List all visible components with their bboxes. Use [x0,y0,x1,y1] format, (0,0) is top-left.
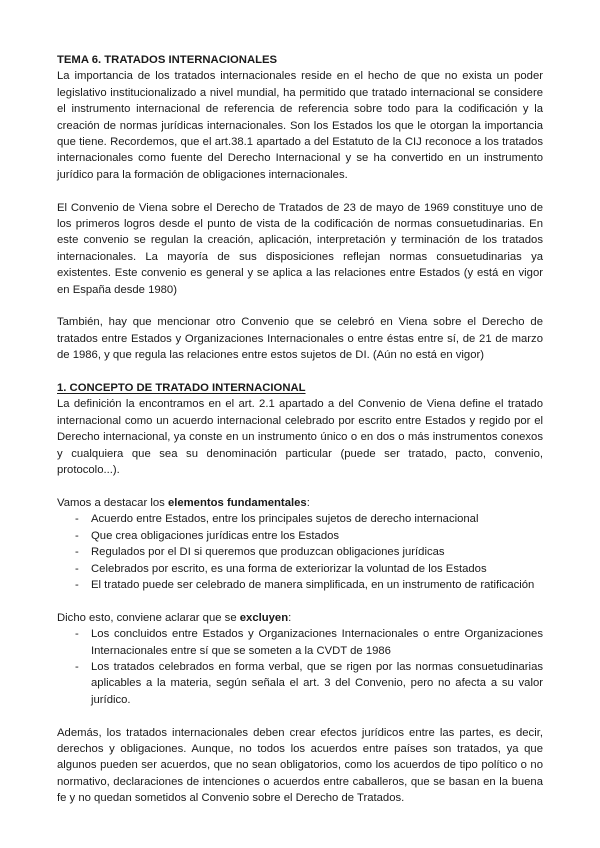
dash-bullet: - [75,529,79,542]
list-item [57,659,543,708]
dash-bullet: - [75,660,79,673]
list-item-text: Celebrados por escrito, es una forma de exteriorizar la voluntad de los Estados [91,562,487,575]
section-1-heading: 1. CONCEPTO DE TRATADO INTERNACIONAL [57,382,306,395]
dash-bullet: - [75,546,79,559]
closing-paragraph: Además, los tratados internacionales deben crear efectos jurídicos entre las partes, es decir, derechos y obligaciones. Aunque, no todos los acuerdos entre países son tratados, ya que algunos pueden ser acuerdos, que no sean obligatorios, como los acuerdos de tipo político o no normativo, declaraciones de intenciones o acuerdos entre caballeros, que se basan en la buena fe y no quedan sometidos al Convenio sobre el Derecho de Tratados. [57,726,543,805]
elements-list [57,511,543,593]
spacer [57,298,543,314]
intro-paragraph-1: La importancia de los tratados internacionales reside en el hecho de que no exista un poder legislativo institucionalizado a nivel mundial, ha permitido que tratado internacional se considere el instrumento internacional de referencia de referencia sobre todo para la codificación y la creación de normas jurídicas internacionales. Son los Estados los que le otorgan la importancia que tiene. Recordemos, que el art.38.1 apartado a del Estatuto de la CIJ reconoce a los tratados internacionales como fuente del Derecho Internacional y se ha convertido en un instrumento jurídico para la formación de obligaciones internacionales. [57,70,543,181]
dash-bullet: - [75,513,79,526]
list-item-text: Acuerdo entre Estados, entre los principales sujetos de derecho internacional [91,513,479,526]
section-1-paragraph: La definición la encontramos en el art. 2.1 apartado a del Convenio de Viena define el tratado internacional como un acuerdo internacional celebrado por escrito entre Estados y regido por el Derecho internacional, ya conste en un instrumento único o en dos o más instrumentos conexos y cualquiera que sea su denominación particular (puede ser tratado, pacto, convenio, protocolo...). [57,398,543,477]
excluded-intro-colon: : [288,611,292,624]
list-item-text: Los concluidos entre Estados y Organizaciones Internacionales o entre Organizaciones Internacionales entre sí que se someten a la CVDT de 1986 [91,628,543,657]
excluded-list [57,626,543,708]
spacer [57,708,543,724]
list-item [57,577,543,593]
list-item [57,544,543,560]
list-item [57,626,543,659]
dash-bullet: - [75,562,79,575]
elements-intro-colon: : [306,496,310,509]
list-item-text: Los tratados celebrados en forma verbal, que se rigen por las normas consuetudinarias aplicables a la materia, según señala el art. 3 del Convenio, pero no afecta a su valor jurídico. [91,660,543,706]
elements-intro-bold: elementos fundamentales [167,496,307,509]
intro-paragraph-2: El Convenio de Viena sobre el Derecho de Tratados de 23 de mayo de 1969 constituye uno de los primeros logros desde el punto de vista de la codificación de normas consuetudinarias. En este convenio se regulan la creación, aplicación, interpretación y terminación de los tratados internacionales. La mayoría de sus disposiciones reflejan normas consuetudinarias ya existentes. Este convenio es general y se aplica a las relaciones entre Estados (y está en vigor en España desde 1980) [57,201,543,296]
spacer [57,183,543,199]
dash-bullet: - [75,578,79,591]
elements-intro-text: Vamos a destacar los [57,496,168,509]
intro-paragraph-3: También, hay que mencionar otro Convenio que se celebró en Viena sobre el Derecho de tratados entre Estados y Organizaciones Internacionales o entre éstas entre sí, de 21 de marzo de 1986, y que regula las relaciones entre estos sujetos de DI. (Aún no está en vigor) [57,316,543,362]
document-page [57,52,543,807]
page-title: TEMA 6. TRATADOS INTERNACIONALES [57,54,278,66]
list-item-text: Que crea obligaciones jurídicas entre los Estados [91,529,340,542]
list-item [57,561,543,577]
spacer [57,479,543,495]
elements-intro [57,495,543,511]
list-item [57,528,543,544]
excluded-intro-bold: excluyen [239,611,289,624]
list-item-text: El tratado puede ser celebrado de manera simplificada, en un instrumento de ratificación [91,578,535,591]
excluded-intro [57,610,543,626]
spacer [57,364,543,380]
excluded-intro-text: Dicho esto, conviene aclarar que se [57,611,240,624]
list-item-text: Regulados por el DI si queremos que produzcan obligaciones jurídicas [91,546,445,559]
list-item [57,511,543,527]
dash-bullet: - [75,628,79,641]
spacer [57,593,543,609]
